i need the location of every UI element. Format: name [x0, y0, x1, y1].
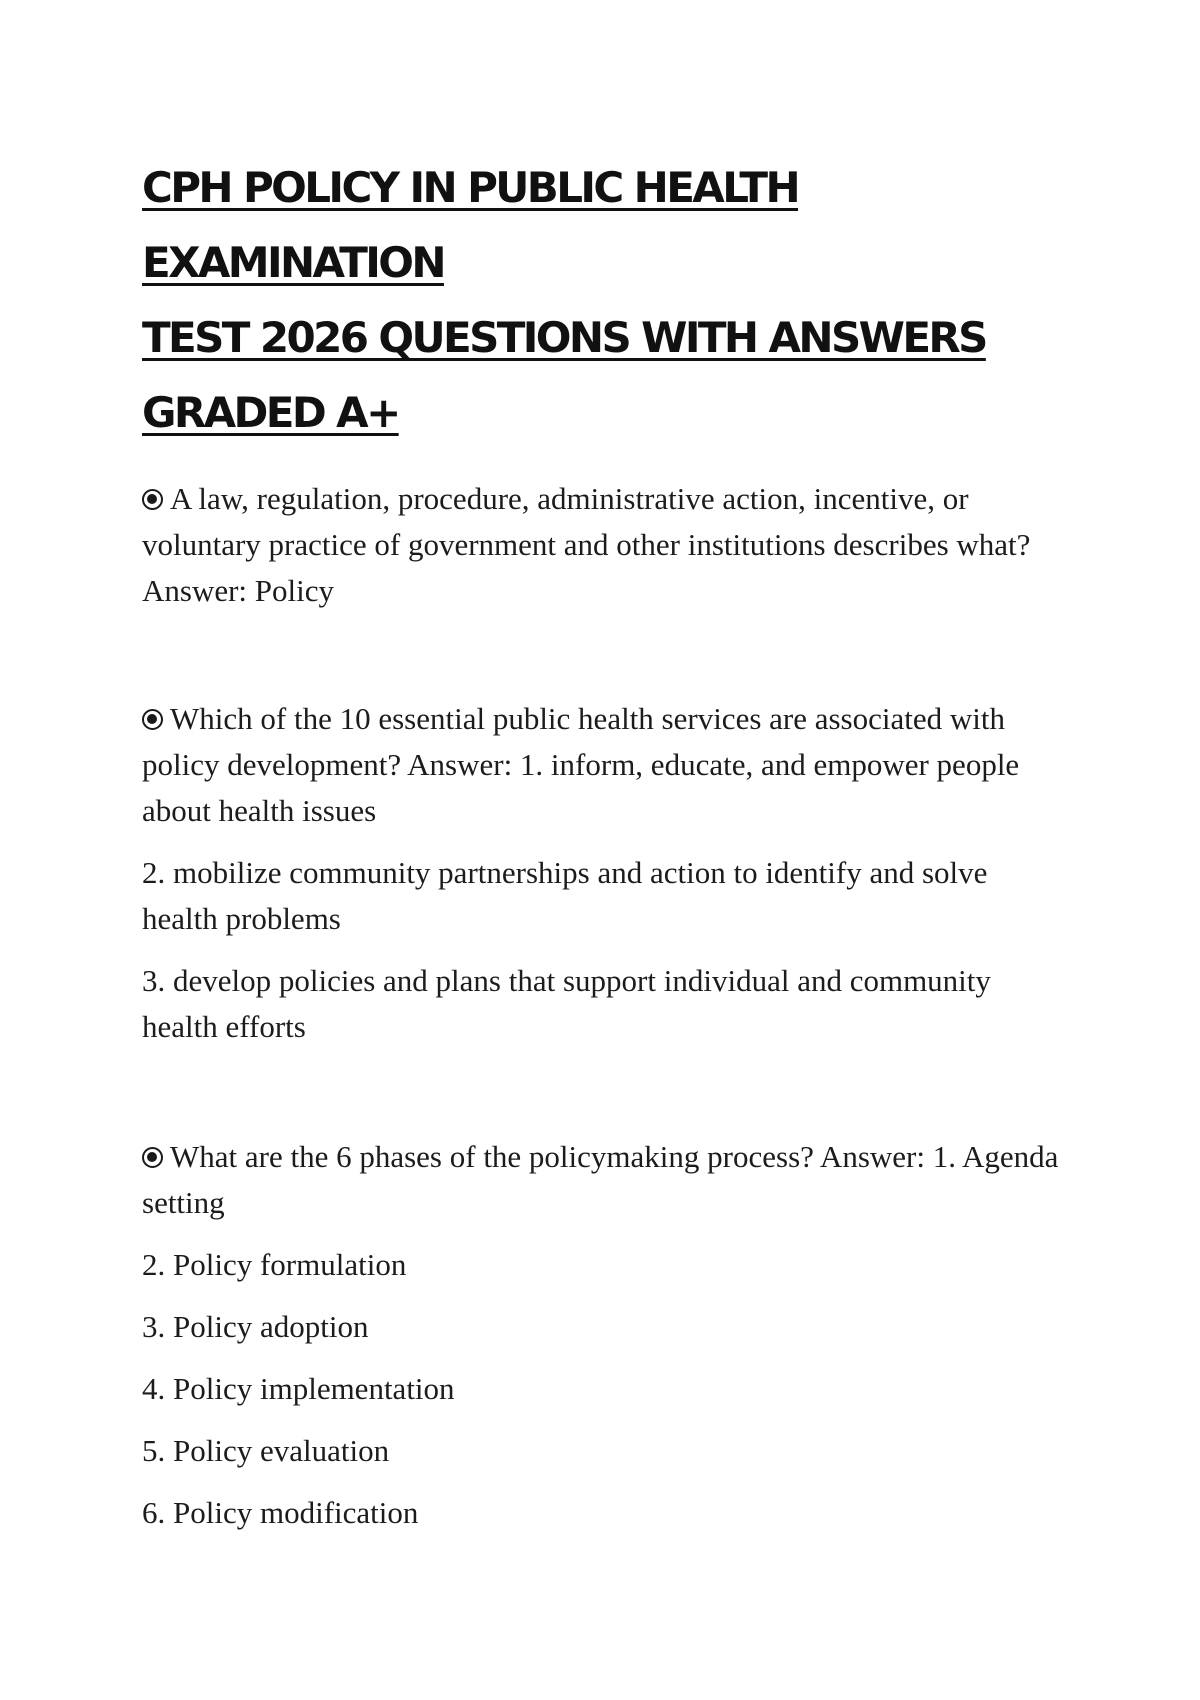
answer-line: 6. Policy modification	[142, 1495, 419, 1530]
answer-line: 3. develop policies and plans that support individual and community health efforts	[142, 963, 991, 1044]
title-line: CPH POLICY IN PUBLIC HEALTH EXAMINATION	[142, 163, 799, 287]
question-answer-item	[142, 696, 1062, 1050]
question-line: What are the 6 phases of the policymaking process? Answer: 1. Agenda setting	[142, 1139, 1059, 1220]
answer-line: 4. Policy implementation	[142, 1371, 455, 1406]
question-answer-item	[142, 476, 1062, 614]
answer-line: 2. Policy formulation	[142, 1247, 407, 1282]
fisheye-bullet-icon	[142, 1147, 163, 1168]
fisheye-bullet-icon	[142, 709, 163, 730]
answer-line: 2. mobilize community partnerships and action to identify and solve health problems	[142, 855, 988, 936]
title-line: TEST 2026 QUESTIONS WITH ANSWERS	[142, 313, 986, 362]
title-line: GRADED A+	[142, 388, 399, 437]
fisheye-bullet-icon	[142, 489, 163, 510]
answer-line: 5. Policy evaluation	[142, 1433, 390, 1468]
question-answer-item	[142, 1134, 1062, 1536]
document-title	[142, 150, 1062, 450]
question-line: Which of the 10 essential public health services are associated with policy development? Answer: 1. inform, educate, and empower people about health issues	[142, 701, 1020, 828]
question-text	[142, 696, 1062, 834]
question-text	[142, 476, 1062, 614]
question-line: A law, regulation, procedure, administrative action, incentive, or voluntary practice of government and other institutions describes what? Answer: Policy	[142, 481, 1031, 608]
answer-line: 3. Policy adoption	[142, 1309, 369, 1344]
question-text	[142, 1134, 1062, 1226]
